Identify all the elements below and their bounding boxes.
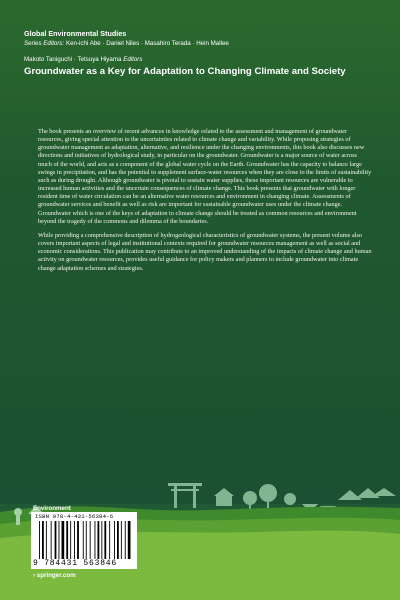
series-name: Global Environmental Studies: [24, 29, 127, 38]
barcode-bar: [46, 521, 47, 559]
series-editors: [24, 40, 229, 47]
barcode-bar: [95, 521, 96, 559]
barcode-bar: [74, 521, 75, 559]
category-label: Environment: [33, 505, 71, 512]
barcode-bar: [128, 521, 131, 559]
barcode-bar: [70, 521, 71, 559]
description-paragraph-1: The book presents an overview of recent advances in knowledge related to the assessment and management of groundwater resources, giving special attention to the uncertainties related to climate change and variability. While proposing strategies of groundwater management as adaptation, alternative, and resilience under the changing environments, this book also discusses new directions and initiatives of hydrological study, in particular on the groundwater. Groundwater is a major source of water across much of the world, and acts as a component of the global water cycle on the Earth. Groundwater has the capacity to balance large swings in precipitation, and has the potential to supplement surface-water resources when they are close to the limits of sustainability such as during drought. Although groundwater is pivotal to sustain water supplies, these important resources are vulnerable to increased human activities and the uncertain consequences of climate change. This book presents that groundwater with longer resident time of water circulation can be an alternative water resources and environment in changing climate. Assessments of groundwater services and benefit as well as risk are important for sustainable groundwater uses under the climate change. Groundwater which is one of the keys of adaptation to climate change should be treated as common resources and environment beyond the tragedy of the commons and dilemma of the boundaries.: [38, 128, 372, 225]
barcode-bar: [62, 521, 65, 559]
isbn-barcode: [31, 512, 137, 569]
barcode-bar: [66, 521, 68, 559]
book-description: [38, 128, 372, 279]
barcode-bar: [55, 521, 57, 559]
barcode-bar: [121, 521, 122, 559]
barcode-bar: [114, 521, 115, 559]
barcode-digits: 9 784431 563846: [33, 559, 118, 568]
barcode-bar: [83, 521, 84, 559]
description-paragraph-2: While providing a comprehensive description of hydrogeological characteristics of groundwater systems, the present volume also covers important aspects of legal and institutional contexts required for groundwater resources management as well as social and economic considerations. This publication may contribute to an improved understanding of the impacts of climate change and human activity on groundwater resources, provides useful guidance for policy makers and planners to include groundwater into climate change adaptation schemes and strategies.: [38, 231, 372, 272]
barcode-bars: [31, 521, 137, 561]
barcode-bar: [77, 521, 79, 559]
book-editors-names: Makoto Taniguchi · Tetsuya Hiyama: [24, 56, 122, 63]
book-editors: [24, 56, 142, 63]
barcode-bar: [86, 521, 87, 559]
isbn-number: ISBN 978-4-431-56384-6: [35, 513, 114, 520]
barcode-bar: [125, 521, 126, 559]
barcode-bar: [90, 521, 91, 559]
barcode-bar: [51, 521, 52, 559]
barcode-bar: [101, 521, 102, 559]
barcode-bar: [98, 521, 100, 559]
publisher-url: › springer.com: [33, 572, 76, 579]
book-editors-role: Editors: [123, 56, 143, 63]
barcode-bar: [117, 521, 119, 559]
series-editors-label: Series Editors:: [24, 40, 65, 47]
book-title: Groundwater as a Key for Adaptation to Changing Climate and Society: [24, 66, 346, 77]
series-editors-names: Ken-ichi Abe · Daniel Niles · Masahiro Terada · Hein Mallee: [65, 40, 229, 47]
barcode-bar: [42, 521, 44, 559]
barcode-bar: [109, 521, 110, 559]
barcode-bar: [59, 521, 60, 559]
barcode-bar: [39, 521, 40, 559]
barcode-bar: [104, 521, 106, 559]
